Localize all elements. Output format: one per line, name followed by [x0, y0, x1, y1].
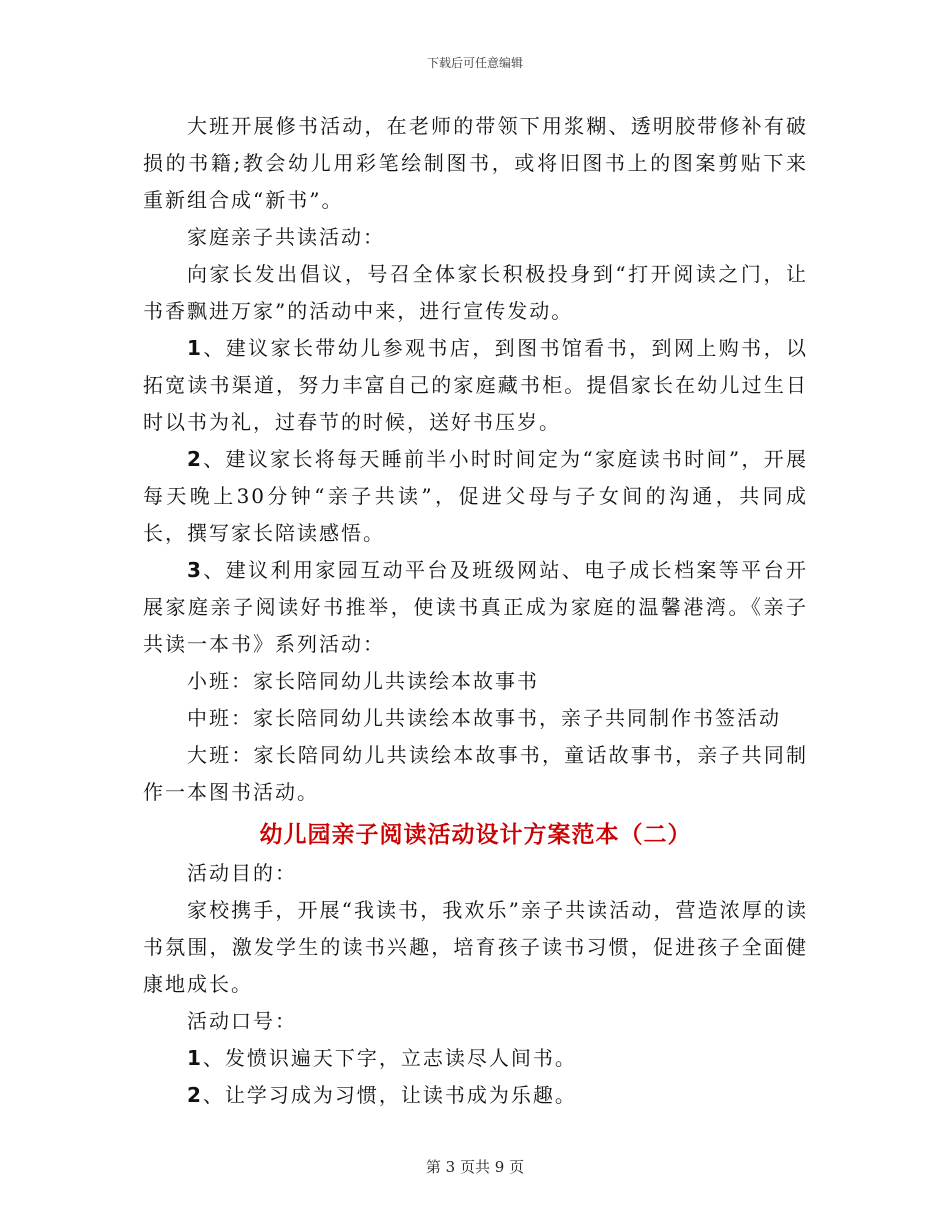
list-item-3	[143, 552, 808, 663]
list-item-2	[143, 441, 808, 552]
section-title: 幼儿园亲子阅读活动设计方案范本（二）	[259, 822, 692, 848]
big-class-activity: 大班：家长陪同幼儿共读绘本故事书，童话故事书，亲子共同制作一本图书活动。	[143, 743, 808, 804]
heading-activity-goal: 活动目的：	[187, 861, 297, 885]
paragraph-activity-goal: 家校携手，开展“我读书，我欢乐”亲子共读活动，营造浓厚的读书氛围，激发学生的读书兴趣，培育孩子读书习惯，促进孩子全面健康地成长。	[143, 898, 808, 996]
middle-class-activity: 中班：家长陪同幼儿共读绘本故事书，亲子共同制作书签活动	[187, 706, 781, 730]
list-number: 1	[187, 336, 203, 360]
slogan-text: 、发愤识遍天下字，立志读尽人间书。	[202, 1046, 577, 1070]
list-item-text: 、建议利用家园互动平台及班级网站、电子成长档案等平台开展家庭亲子阅读好书推举，使读书真正成为家庭的温馨港湾。《亲子共读一本书》系列活动：	[143, 558, 808, 656]
slogan-item-2	[143, 1077, 808, 1114]
paragraph-book-repair: 大班开展修书活动，在老师的带领下用浆糊、透明胶带修补有破损的书籍;教会幼儿用彩笔绘制图书，或将旧图书上的图案剪贴下来重新组合成“新书”。	[143, 114, 808, 212]
list-item-text: 、建议家长将每天睡前半小时时间定为“家庭读书时间”，开展每天晚上30分钟“亲子共读”，促进父母与子女间的沟通，共同成长，撰写家长陪读感悟。	[143, 447, 808, 545]
list-item-1	[143, 330, 808, 441]
small-class-activity: 小班：家长陪同幼儿共读绘本故事书	[187, 669, 539, 693]
slogan-text: 、让学习成为习惯，让读书成为乐趣。	[202, 1083, 577, 1107]
list-item-text: 、建议家长带幼儿参观书店，到图书馆看书，到网上购书，以拓宽读书渠道，努力丰富自己的家庭藏书柜。提倡家长在幼儿过生日时以书为礼，过春节的时候，送好书压岁。	[143, 336, 808, 434]
page-number: 第 3 页共 9 页	[425, 1158, 525, 1176]
list-number: 1	[187, 1046, 203, 1070]
list-number: 2	[187, 447, 203, 471]
heading-activity-slogan: 活动口号：	[187, 1009, 297, 1033]
slogan-item-1	[143, 1040, 808, 1077]
document-body	[143, 108, 808, 1114]
list-number: 3	[187, 558, 203, 582]
list-number: 2	[187, 1083, 203, 1107]
heading-family-reading: 家庭亲子共读活动：	[187, 225, 385, 249]
header-note: 下载后可任意编辑	[426, 56, 523, 70]
paragraph-initiative: 向家长发出倡议，号召全体家长积极投身到“打开阅读之门，让书香飘进万家”的活动中来，进行宣传发动。	[143, 262, 808, 323]
